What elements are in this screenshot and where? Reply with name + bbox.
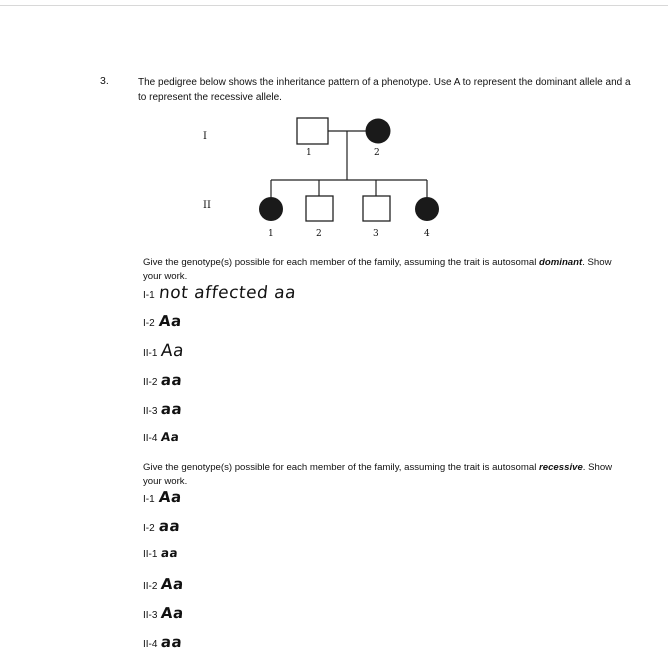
individual-number: 1 <box>306 148 312 158</box>
recessive-answer-row: II-2 Aa <box>143 575 186 593</box>
generation-label-i: I <box>203 131 207 142</box>
individual-number: 1 <box>268 229 274 239</box>
individual-number: 4 <box>424 229 430 239</box>
handwritten-answer: not affected aa <box>157 283 297 303</box>
recessive-answer-row: I-1 Aa <box>143 488 183 506</box>
handwritten-answer: aa <box>160 400 184 418</box>
individual-ii-2-square <box>306 196 333 221</box>
handwritten-answer: Aa <box>160 575 186 593</box>
handwritten-answer: aa <box>157 517 181 535</box>
handwritten-answer: aa <box>160 546 180 560</box>
recessive-answer-row: II-4 aa <box>143 633 184 651</box>
handwritten-answer: Aa <box>157 488 183 506</box>
individual-ii-3-square <box>363 196 390 221</box>
handwritten-answer: aa <box>160 633 184 651</box>
handwritten-answer: Aa <box>160 604 186 622</box>
question-number: 3. <box>100 75 109 87</box>
dominant-answer-row: II-4 Aa <box>143 430 181 444</box>
pedigree-chart <box>0 0 668 260</box>
dominant-answer-row: II-3 aa <box>143 400 184 418</box>
individual-number: 2 <box>316 229 322 239</box>
handwritten-answer: Aa <box>157 312 183 330</box>
dominant-answer-row: II-2 aa <box>143 371 184 389</box>
recessive-answer-row: II-3 Aa <box>143 604 186 622</box>
individual-i-1-square <box>297 118 328 144</box>
recessive-section-title: Give the genotype(s) possible for each member of the family, assuming the trait is autosomal recessive. Show your work. <box>143 462 613 487</box>
individual-i-2-circle <box>366 119 391 144</box>
handwritten-answer: Aa <box>160 430 181 444</box>
individual-ii-4-circle <box>415 197 439 221</box>
dominant-answer-row: I-1 not affected aa <box>143 283 297 303</box>
handwritten-answer: Aa <box>160 341 186 361</box>
individual-number: 2 <box>374 148 380 158</box>
recessive-answer-row: I-2 aa <box>143 517 181 535</box>
individual-ii-1-circle <box>259 197 283 221</box>
dominant-section-title: Give the genotype(s) possible for each member of the family, assuming the trait is autosomal dominant. Show your work. <box>143 257 612 282</box>
dominant-answer-row: II-1 Aa <box>143 341 186 361</box>
individual-number: 3 <box>373 229 379 239</box>
recessive-answer-row: II-1 aa <box>143 546 180 560</box>
dominant-answer-row: I-2 Aa <box>143 312 183 330</box>
generation-label-ii: II <box>203 200 211 211</box>
handwritten-answer: aa <box>160 371 184 389</box>
question-prompt: The pedigree below shows the inheritance pattern of a phenotype. Use A to represent the dominant allele and a to represent the recessive allele. <box>138 77 631 103</box>
pedigree-lines <box>271 131 427 197</box>
